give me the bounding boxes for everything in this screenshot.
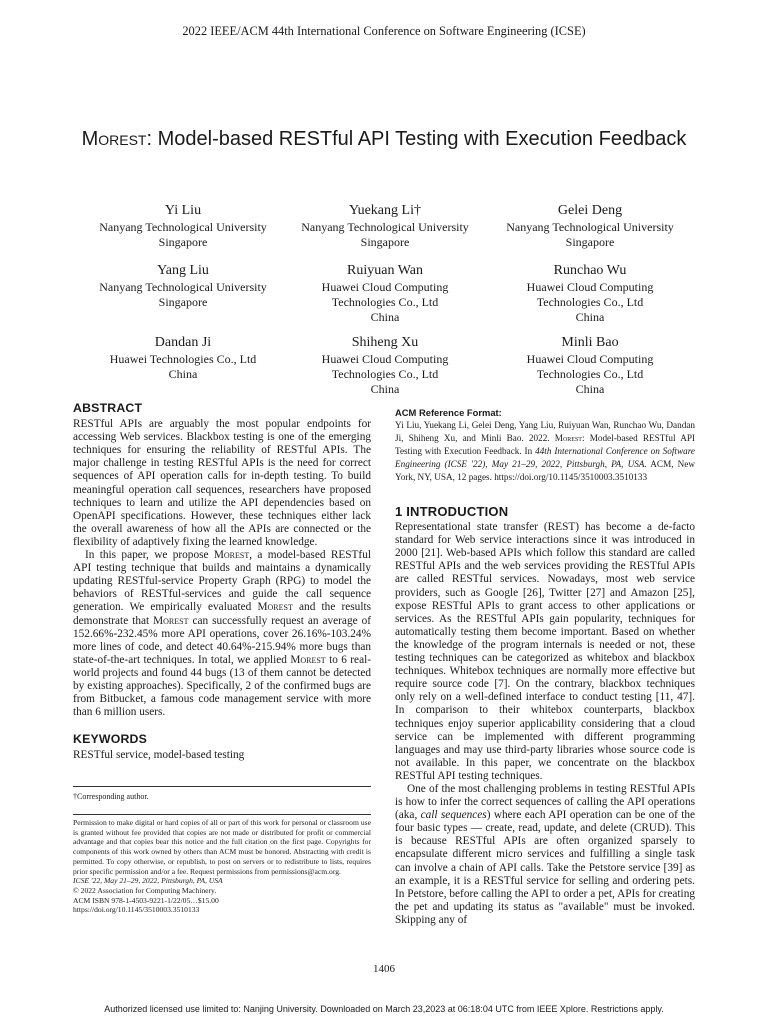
acm-reference-text: Yi Liu, Yuekang Li, Gelei Deng, Yang Liu, Ruiyuan Wan, Runchao Wu, Dandan Ji, Shiheng Xu, and Minli Bao. 2022. Morest: Model-based RESTful API Testing with Execution Feedback. In 44th International Conference on Software Engineering (ICSE '22), May 21–29, 2022, Pittsburgh, PA, USA. ACM, New York, NY, USA, 12 pages. https://doi.org/10.1145/3510003.3510133: [395, 420, 696, 482]
permission-text: Permission to make digital or hard copies of all or part of this work for personal or classroom use is granted without fee provided that copies are not made or distributed for profit or commercial advantage and that copies bear this notice and the full citation on the first page. Copyrights for components of this work owned by others than ACM must be honored. Abstracting with credit is permitted. To copy otherwise, or republish, to post on servers or to redistribute to lists, requires prior specific permission and/or a fee. Request permissions from permissions@acm.org.: [73, 818, 371, 876]
abstract-paragraph: RESTful APIs are arguably the most popular endpoints for accessing Web services. Blackbox testing is one of the emerging techniques for ensuring the reliability of RESTful APIs. The major challenge in testing RESTful APIs is the need for correct sequences of API operation calls for in-depth testing. To build meaningful operation call sequences, researchers have proposed techniques to learn and utilize the API dependencies based on OpenAPI specifications. However, these techniques either lack the overall awareness of how all the APIs are connected or the flexibility of adaptively fixing the learned knowledge.: [73, 418, 371, 548]
license-footer: Authorized licensed use limited to: Nanjing University. Downloaded on March 23,2023 at 06:18:04 UTC from IEEE Xplore. Restrictions apply.: [104, 1004, 664, 1014]
right-column: [395, 406, 695, 927]
author-affiliation: Huawei Cloud Computing: [321, 280, 449, 294]
author-affiliation: China: [370, 382, 400, 396]
permission-doi: https://doi.org/10.1145/3510003.3510133: [73, 905, 200, 915]
author-block: [480, 333, 700, 397]
author-block: [275, 261, 495, 325]
author-affiliation: Nanyang Technological University: [506, 220, 674, 234]
author-affiliation: Nanyang Technological University: [99, 280, 267, 294]
author-name: Ruiyuan Wan: [347, 263, 423, 278]
author-block: [73, 201, 293, 250]
author-affiliation: Huawei Cloud Computing: [321, 352, 449, 366]
corresponding-author-note: †Corresponding author.: [73, 792, 149, 801]
author-block: [73, 333, 293, 382]
author-name: Dandan Ji: [154, 335, 212, 350]
permission-copyright: © 2022 Association for Computing Machinery.: [73, 885, 217, 895]
author-affiliation: Singapore: [360, 235, 410, 249]
conference-header: 2022 IEEE/ACM 44th International Conference on Software Engineering (ICSE): [182, 24, 586, 38]
author-affiliation: China: [370, 310, 400, 324]
author-affiliation: Technologies Co., Ltd: [331, 295, 439, 309]
author-name: Minli Bao: [561, 335, 619, 350]
author-block: [480, 201, 700, 250]
author-block: [73, 261, 293, 310]
author-name: Runchao Wu: [553, 263, 627, 278]
author-name: Gelei Deng: [557, 203, 623, 218]
permission-divider: [73, 814, 371, 815]
footnote-divider: [73, 786, 371, 787]
author-affiliation: Singapore: [565, 235, 615, 249]
author-affiliation: China: [575, 310, 605, 324]
author-affiliation: Technologies Co., Ltd: [331, 367, 439, 381]
title-rest: : Model-based RESTful API Testing with Execution Feedback: [146, 128, 687, 150]
author-name: Yuekang Li†: [349, 203, 421, 218]
permission-isbn: ACM ISBN 978-1-4503-9221-1/22/05…$15.00: [73, 895, 219, 905]
paper-title: [60, 127, 708, 152]
author-affiliation: Nanyang Technological University: [301, 220, 469, 234]
introduction-heading: 1 INTRODUCTION: [395, 504, 509, 519]
system-name: Morest: [257, 601, 293, 614]
system-name: Morest: [290, 653, 326, 666]
author-affiliation: Nanyang Technological University: [99, 220, 267, 234]
author-affiliation: Singapore: [158, 235, 208, 249]
permission-venue: ICSE '22, May 21–29, 2022, Pittsburgh, PA, USA: [73, 876, 223, 886]
author-affiliation: Huawei Technologies Co., Ltd: [109, 352, 257, 366]
author-affiliation: China: [575, 382, 605, 396]
author-affiliation: Huawei Cloud Computing: [526, 352, 654, 366]
intro-paragraph: Representational state transfer (REST) has become a de-facto standard for Web service interactions since it was introduced in 2000 [21]. Web-based APIs which follow this standard are called RESTful APIs and the web services providing the RESTful APIs are called RESTful services. Nowadays, most web service providers, such as Google [26], Twitter [27] and Amazon [25], expose RESTful APIs to grant access to other applications or services. As the RESTful APIs gain popularity, techniques for automatically testing them become important. Based on whether the knowledge of the program internals is needed or not, these testing techniques can be categorized as whitebox and blackbox techniques. Whitebox techniques are normally more effective but require source code [7]. On the contrary, blackbox techniques only rely on a well-defined interface to conduct testing [11, 47]. In comparison to their whitebox counterparts, blackbox techniques enjoy superior applicability considering that a cloud service can be implemented with different programming languages and may use third-party libraries whose source code is not available. In this paper, we concentrate on the blackbox RESTful API testing techniques.: [395, 521, 695, 782]
author-name: Shiheng Xu: [351, 335, 419, 350]
emphasis: call sequences: [420, 809, 487, 822]
abstract-paragraph: In this paper, we propose Morest, a model-based RESTful API testing technique that builds and maintains a dynamically updating RESTful-service Property Graph (RPG) to model the behaviors of RESTful-services and guide the call sequence generation. We empirically evaluated Morest and the results demonstrate that Morest can successfully request an average of 152.66%-232.45% more API operations, cover 26.16%-103.24% more lines of code, and detect 40.64%-215.94% more bugs than state-of-the-art techniques. In total, we applied Morest to 6 real-world projects and found 44 bugs (13 of them cannot be detected by existing approaches). Specifically, 2 of the confirmed bugs are from Bitbucket, a famous code management service with more than 6 million users.: [73, 549, 371, 719]
author-affiliation: Singapore: [158, 295, 208, 309]
author-affiliation: Technologies Co., Ltd: [536, 295, 644, 309]
author-name: Yang Liu: [157, 263, 209, 278]
system-name: Morest: [153, 614, 189, 627]
author-affiliation: Huawei Cloud Computing: [526, 280, 654, 294]
author-name: Yi Liu: [164, 203, 202, 218]
author-affiliation: Technologies Co., Ltd: [536, 367, 644, 381]
intro-paragraph: One of the most challenging problems in testing RESTful APIs is how to infer the correct sequences of calling the API operations (aka, call sequences) where each API operation can be one of the four basic types — create, read, update, and delete (CRUD). This is because RESTful APIs are often organized sparsely to encapsulate different micro services and fulfilling a single task can involve a chain of API calls. Take the Petstore service [39] as an example, it is a RESTful service for selling and ordering pets. In Petstore, before calling the API to order a pet, APIs for creating the pet and updating its status as "available" must be invoked. Skipping any of: [395, 782, 696, 926]
left-column: [73, 402, 371, 762]
acm-reference-label: ACM Reference Format:: [395, 407, 502, 418]
keywords-heading: KEYWORDS: [73, 732, 148, 747]
title-system-name: Morest: [81, 128, 147, 150]
permission-notice: [73, 818, 371, 915]
abstract-heading: ABSTRACT: [73, 401, 143, 415]
author-block: [275, 333, 495, 397]
system-name: Morest: [213, 549, 250, 562]
keywords-text: RESTful service, model-based testing: [73, 749, 245, 762]
page-number: 1406: [373, 963, 395, 975]
author-block: [275, 201, 495, 250]
system-name: Morest: [554, 433, 582, 443]
author-block: [480, 261, 700, 325]
author-affiliation: China: [168, 367, 198, 381]
acm-reference: [395, 406, 695, 484]
